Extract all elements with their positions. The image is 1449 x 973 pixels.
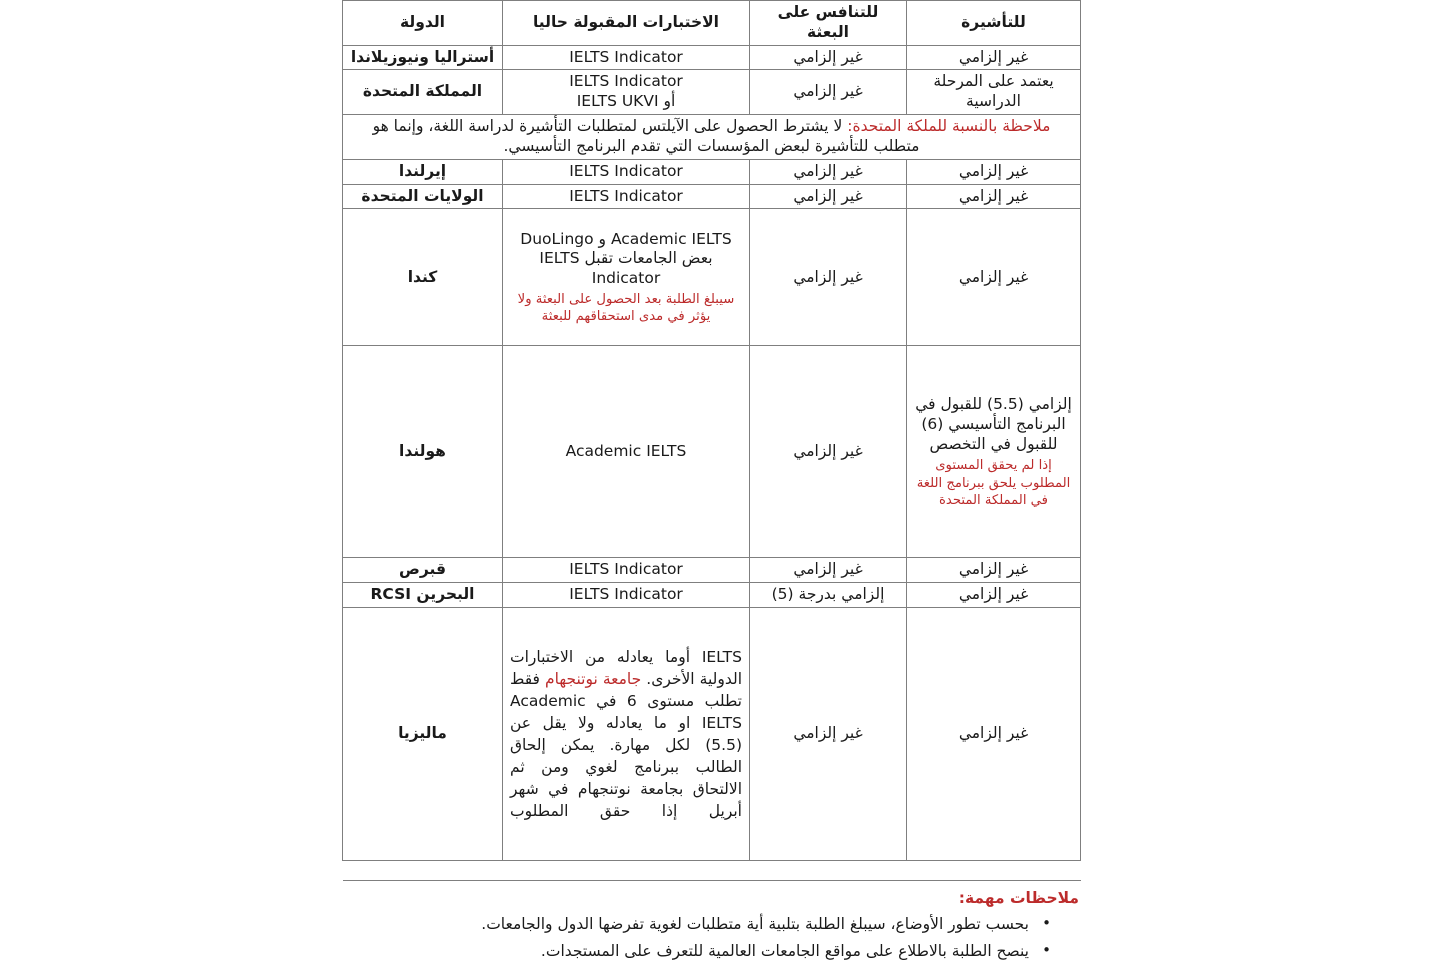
cell-country: قبرص [343, 558, 503, 583]
column-header-country: الدولة [343, 1, 503, 46]
column-header-tests: الاختبارات المقبولة حاليا [503, 1, 750, 46]
cell-tests [503, 209, 750, 346]
requirements-table-container [343, 0, 1081, 861]
uk-note-text: لا يشترط الحصول على الآيلتس لمتطلبات التأشيرة لدراسة اللغة، وإنما هو متطلب للتأشيرة لبعض المؤسسات التي تقدم البرنامج التأسيسي. [372, 117, 920, 155]
cell-scholarship: غير إلزامي [750, 45, 907, 70]
cell-country: أستراليا ونيوزيلاندا [343, 45, 503, 70]
tests-red-highlight: جامعة نوتنجهام [545, 670, 642, 689]
cell-visa [907, 346, 1081, 558]
cell-tests: IELTS Indicator [503, 184, 750, 209]
cell-scholarship: غير إلزامي [750, 184, 907, 209]
cell-country: المملكة المتحدة [343, 70, 503, 115]
visa-red-note: إذا لم يحقق المستوى المطلوب يلحق ببرنامج اللغة في المملكة المتحدة [916, 458, 1071, 508]
tests-part-2: فقط تطلب مستوى 6 في Academic IELTS او ما يعادله ولا يقل عن (5.5) لكل مهارة. يمكن إلحاق الطالب ببرنامج لغوي ومن ثم الالتحاق بجامعة نوتنجهام في شهر أبريل إذا حقق المطلوب [510, 670, 742, 821]
cell-scholarship: غير إلزامي [750, 558, 907, 583]
list-item: • بحسب تطور الأوضاع، سيبلغ الطلبة بتلبية أية متطلبات لغوية تفرضها الدول والجامعات. [343, 913, 1043, 940]
table-row [343, 184, 1081, 209]
cell-country: ماليزيا [343, 608, 503, 861]
list-item: • ينصح الطلبة بالاطلاع على مواقع الجامعات العالمية للتعرف على المستجدات. [343, 940, 1043, 967]
cell-scholarship: إلزامي بدرجة (5) [750, 583, 907, 608]
tests-part-1: IELTS أوما يعادله من الاختبارات الدولية الأخرى. [510, 648, 742, 689]
cell-country: الولايات المتحدة [343, 184, 503, 209]
table-row [343, 159, 1081, 184]
table-row [343, 45, 1081, 70]
cell-scholarship: غير إلزامي [750, 608, 907, 861]
important-notes-list [343, 913, 1081, 968]
cell-tests: IELTS Indicator [503, 45, 750, 70]
requirements-table [342, 0, 1081, 861]
table-body [343, 45, 1081, 860]
cell-tests: IELTS Indicator [503, 583, 750, 608]
cell-country: البحرين RCSI [343, 583, 503, 608]
cell-visa: غير إلزامي [907, 184, 1081, 209]
table-row [343, 209, 1081, 346]
tests-line-1: Academic IELTS و DuoLingo [520, 229, 732, 248]
cell-visa: غير إلزامي [907, 159, 1081, 184]
cell-tests [503, 608, 750, 861]
table-row [343, 346, 1081, 558]
tests-line-1: IELTS Indicator [569, 72, 683, 91]
tests-line-2: أو IELTS UKVI [576, 92, 676, 111]
important-notes-title: ملاحظات مهمة: [958, 889, 1079, 907]
table-header-row [343, 1, 1081, 46]
tests-line-2: بعض الجامعات تقبل IELTS Indicator [539, 249, 713, 288]
column-header-scholarship: للتنافس على البعثة [750, 1, 907, 46]
cell-scholarship: غير إلزامي [750, 70, 907, 115]
cell-scholarship: غير إلزامي [750, 159, 907, 184]
cell-visa: غير إلزامي [907, 558, 1081, 583]
table-note-row [343, 115, 1081, 160]
cell-visa: غير إلزامي [907, 209, 1081, 346]
table-row [343, 558, 1081, 583]
cell-visa: غير إلزامي [907, 583, 1081, 608]
cell-scholarship: غير إلزامي [750, 346, 907, 558]
cell-country: إيرلندا [343, 159, 503, 184]
cell-tests [503, 70, 750, 115]
table-header [343, 1, 1081, 46]
column-header-visa: للتأشيرة [907, 1, 1081, 46]
uk-note-label: ملاحظة بالنسبة للملكة المتحدة: [847, 117, 1051, 136]
table-row [343, 608, 1081, 861]
table-row [343, 70, 1081, 115]
cell-visa: يعتمد على المرحلة الدراسية [907, 70, 1081, 115]
cell-scholarship: غير إلزامي [750, 209, 907, 346]
cell-visa: غير إلزامي [907, 45, 1081, 70]
cell-country: كندا [343, 209, 503, 346]
cell-tests: Academic IELTS [503, 346, 750, 558]
important-notes-section [343, 880, 1081, 968]
tests-red-note: سيبلغ الطلبة بعد الحصول على البعثة ولا يؤثر في مدى استحقاقهم للبعثة [517, 292, 735, 325]
cell-tests: IELTS Indicator [503, 159, 750, 184]
table-row [343, 583, 1081, 608]
uk-note-cell [343, 115, 1081, 160]
cell-country: هولندا [343, 346, 503, 558]
visa-main-text: إلزامي (5.5) للقبول في البرنامج التأسيسي (6) للقبول في التخصص [915, 394, 1072, 453]
cell-visa: غير إلزامي [907, 608, 1081, 861]
cell-tests: IELTS Indicator [503, 558, 750, 583]
